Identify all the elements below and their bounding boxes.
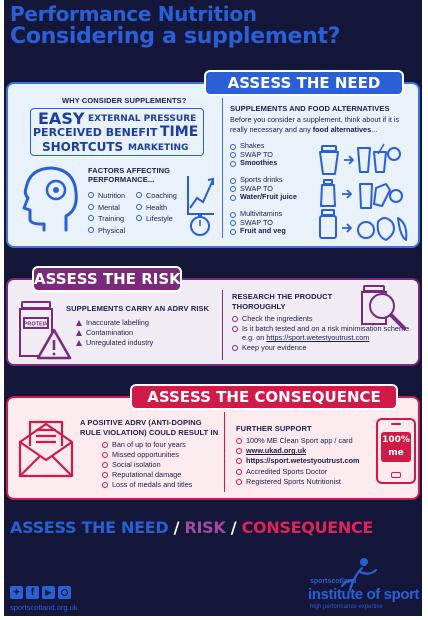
consequence-panel: [6, 396, 420, 500]
factor-item: Training: [88, 213, 140, 225]
svg-text:PROTEIN: PROTEIN: [23, 321, 49, 328]
support-item: Registered Sports Nutritionist: [236, 477, 360, 487]
support-heading: FURTHER SUPPORT: [236, 424, 312, 433]
risk-item: Inaccurate labelling: [76, 318, 153, 328]
consequence-item: Ban of up to four years: [102, 440, 192, 450]
youtube-icon[interactable]: ▶: [42, 586, 55, 599]
factors-list-2: [136, 190, 186, 225]
research-item: Keep your evidence: [232, 343, 420, 353]
consequence-list: [102, 440, 192, 490]
factor-item: Health: [136, 202, 186, 214]
alternatives-intro: Before you consider a supplement, think about if it is really necessary and any food alternatives...: [230, 115, 400, 134]
adrv-heading: SUPPLEMENTS CARRY AN ADRV RISK: [66, 304, 210, 313]
magnifier-icon: [358, 284, 418, 330]
head-icon: [14, 158, 84, 238]
need-panel: [6, 82, 420, 248]
consequence-heading: A POSITIVE ADRV (ANTI-DOPING RULE VIOLATION) COULD RESULT IN: [80, 418, 219, 437]
twitter-icon[interactable]: ✦: [10, 586, 23, 599]
phone-icon: [376, 418, 416, 484]
logo-sportscotland: sportscotland: [310, 578, 357, 585]
swap-list: [230, 142, 310, 244]
factor-item: Lifestyle: [136, 213, 186, 225]
swap-item: Shakes SWAP TO Smoothies: [230, 142, 310, 176]
consequence-banner: ASSESS THE CONSEQUENCE: [130, 384, 398, 410]
food-alternatives-illustration: [314, 140, 418, 246]
letter-icon: [16, 416, 76, 482]
factors-heading: FACTORS AFFECTING PERFORMANCE...: [88, 166, 171, 184]
website-link[interactable]: sportscotland.org.uk: [10, 603, 78, 612]
research-heading: RESEARCH THE PRODUCT THOROUGHLY: [232, 292, 333, 311]
factors-list-1: [88, 190, 140, 236]
word-marketing: MARKETING: [128, 143, 189, 153]
word-external-pressure: EXTERNAL PRESSURE: [88, 114, 197, 124]
factor-item: Nutrition: [88, 190, 140, 202]
performance-graph-icon: [184, 174, 218, 238]
research-item: Is it batch tested and on a risk minimisation scheme e.g. on https://sport.wetestyoutrust.com: [232, 324, 420, 343]
risk-item: Unregulated industry: [76, 338, 153, 348]
factor-item: Coaching: [136, 190, 186, 202]
word-perceived-benefit: PERCEIVED BENEFIT: [33, 126, 158, 139]
need-banner: ASSESS THE NEED: [204, 70, 404, 96]
swap-item: Sports drinks SWAP TO Water/Fruit juice: [230, 176, 310, 210]
support-list: [236, 436, 360, 487]
word-shortcuts: SHORTCUTS: [42, 140, 124, 154]
research-link[interactable]: https://sport.wetestyoutrust.com: [266, 333, 370, 343]
need-divider: [222, 98, 223, 238]
risk-divider: [222, 290, 223, 360]
facebook-icon[interactable]: f: [26, 586, 39, 599]
page-title: Performance Nutrition: [10, 2, 257, 26]
consequence-divider: [224, 412, 225, 492]
research-item: Check the ingredients: [232, 314, 420, 324]
clean-sport-app-logo: 100% me: [381, 432, 411, 462]
word-time: TIME: [160, 124, 199, 140]
factor-item: Physical: [88, 225, 140, 237]
consequence-item: Loss of medals and titles: [102, 480, 192, 490]
page-subtitle: Considering a supplement?: [10, 24, 341, 49]
instagram-icon[interactable]: [58, 586, 71, 599]
risk-banner: ASSESS THE RISK: [32, 266, 182, 292]
why-heading: WHY CONSIDER SUPPLEMENTS?: [62, 96, 187, 105]
alternatives-heading: SUPPLEMENTS AND FOOD ALTERNATIVES: [230, 104, 390, 113]
factor-item: Mental: [88, 202, 140, 214]
support-link-wetest[interactable]: https://sport.wetestyoutrust.com: [236, 456, 360, 466]
support-item: 100% ME Clean Sport app / card: [236, 436, 360, 446]
consequence-item: Missed opportunities: [102, 450, 192, 460]
swap-item: Multivitamins SWAP TO Fruit and veg: [230, 210, 310, 244]
logo-tagline: high performance expertise: [310, 604, 383, 610]
consequence-item: Reputational damage: [102, 470, 192, 480]
tagline: ASSESS THE NEED / RISK / CONSEQUENCE: [10, 518, 374, 537]
word-easy: EASY: [38, 109, 85, 128]
risk-list: [76, 318, 153, 348]
risk-item: Contamination: [76, 328, 153, 338]
support-link-ukad[interactable]: www.ukad.org.uk: [236, 446, 360, 456]
poster-background: [4, 0, 422, 616]
support-item: Accredited Sports Doctor: [236, 467, 360, 477]
consequence-item: Social isolation: [102, 460, 192, 470]
logo-institute-of-sport: institute of sport: [308, 586, 420, 603]
